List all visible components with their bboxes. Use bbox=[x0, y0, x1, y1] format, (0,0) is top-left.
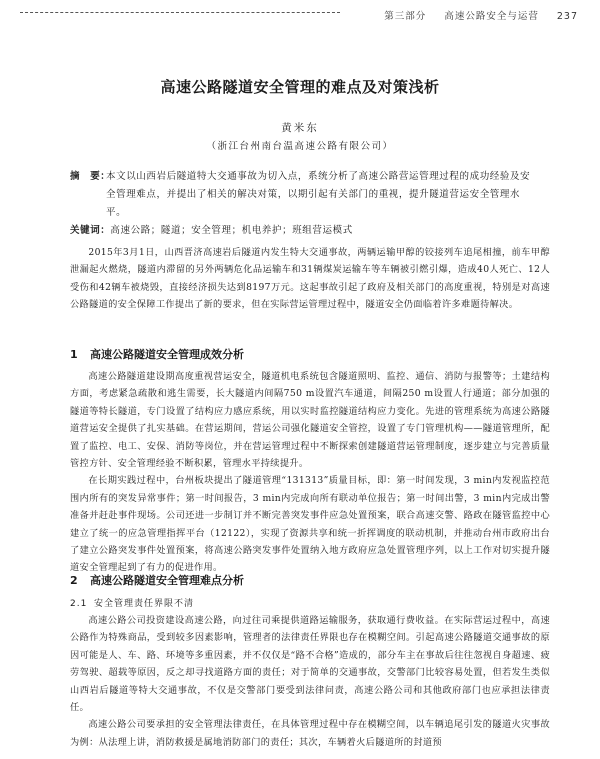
abstract-text: 本文以山西岩后隧道特大交通事故为切入点，系统分析了高速公路营运管理过程的成功经验及安全管理难点，并提出了相关的解决对策，以期引起有关部门的重视，提升隧道营运安全管理水平。 bbox=[106, 171, 531, 218]
section-2-1-paragraph-2: 高速公路公司要承担的安全管理法律责任，在具体管理过程中存在模糊空间，以车辆追尾引发的隧道火灾事故为例：从法理上讲，消防救援是属地消防部门的责任；其次，车辆着火后隧道所的封道预 bbox=[70, 719, 550, 748]
section-1-title: 高速公路隧道安全管理成效分析 bbox=[90, 348, 244, 361]
section-2-1-heading bbox=[70, 596, 194, 609]
article-affiliation: （浙江台州南台温高速公路有限公司） bbox=[206, 141, 394, 152]
header-rule bbox=[20, 12, 340, 13]
abstract-label: 摘 要： bbox=[70, 171, 111, 182]
section-2-number: 2 bbox=[70, 574, 78, 587]
running-head-section: 第三部分 bbox=[384, 11, 427, 22]
section-1-number: 1 bbox=[70, 348, 78, 361]
intro-paragraph: 2015年3月1日，山西晋济高速岩后隧道内发生特大交通事故，两辆运输甲醇的铰接列车追尾相撞，前车甲醇泄漏起火燃烧，隧道内滞留的另外两辆危化品运输车和31辆煤炭运输车等车辆被引燃引爆，造成40人死亡、12人受伤和42辆车被烧毁，直接经济损失达到8197万元。这起事故引起了政府及相关部门的高度重视，特别是对高速公路隧道的安全保障工作提出了新的要求，但在实际营运管理过程中，隧道安全仍面临着许多难题待解决。 bbox=[70, 247, 550, 311]
page-number: 237 bbox=[556, 11, 578, 22]
intro-block bbox=[70, 244, 550, 314]
section-1-block bbox=[70, 368, 550, 577]
article-title: 高速公路隧道安全管理的难点及对策浅析 bbox=[160, 78, 440, 96]
running-head-topic: 高速公路安全与运营 bbox=[444, 11, 539, 22]
section-2-heading bbox=[70, 572, 244, 588]
keywords-text: 高速公路；隧道；安全管理；机电养护；班组营运模式 bbox=[110, 225, 353, 236]
running-head bbox=[370, 8, 578, 22]
section-1-heading bbox=[70, 346, 244, 362]
keywords bbox=[70, 222, 540, 240]
section-1-paragraph-1: 高速公路隧道建设期高度重视营运安全，隧道机电系统包含隧道照明、监控、通信、消防与报警等；土建结构方面，考虑紧急疏散和逃生需要，长大隧道内间隔750 m设置汽车通道，间隔250 m设置人行通道；部分加强的隧道等特长隧道，专门设置了结构应力感应系统，用以实时监控隧道结构应力变化。先进的管理系统为高速公路隧道营运安全提供了扎实基础。在营运期间，营运公司强化隧道安全管控，设置了专门管理机构——隧道管理所，配置了监控、电工、安保、消防等岗位，并在营运管理过程中不断探索创建隧道营运管理制度，逐步建立与完善质量管控方针、安全管理经验不断积累，管理水平持续提升。 bbox=[70, 371, 550, 470]
section-2-1-block bbox=[70, 612, 550, 751]
keywords-label: 关键词： bbox=[70, 225, 111, 236]
section-2-1-title: 安全管理责任界限不清 bbox=[94, 599, 195, 609]
section-1-paragraph-2: 在长期实践过程中，台州板块提出了隧道管理“131313”质量目标，即：第一时间发现，3 min内发视监控范围内所有的突发异常事件；第一时间报告，3 min内完成向所有联动单位报告；第一时间出警，3 min内完成出警准备并赶赴事件现场。公司还进一步制订并不断完善突发事件应急处置预案，联合高速交警、路政在隧管监控中心建立了统一的应急管理指挥平台（12122），实现了资源共享和统一折挥调度的联动机制，并推动台州市政府出台了建立公路突发事件处置预案，将高速公路突发事件处置纳入地方政府应急处置管理序列，以上工作对切实提升隧道安全管理起到了有力的促进作用。 bbox=[70, 475, 550, 574]
abstract bbox=[70, 168, 540, 222]
section-2-1-number: 2.1 bbox=[70, 599, 88, 609]
article-author: 黄米东 bbox=[281, 122, 319, 134]
section-2-1-paragraph-1: 高速公路公司投资建设高速公路，向过往司乘提供道路运输服务，获取通行费收益。在实际营运过程中，高速公路作为特殊商品，受到较多因素影响，管理者的法律责任界限也存在模糊空间。引起高速公路隧道交通事故的原因可能是人、车、路、环境等多重因素，并不仅仅是“路不合格”造成的，部分车主在事故后往往忽视自身超速、疲劳驾驶、超载等原因，反之却寻找道路方面的责任；对于简单的交通事故，交警部门比较容易处置，但若发生类似山西岩后隧道等特大交通事故，不仅是交警部门要受到法律问责，高速公路公司和其他政府部门也应承担法律责任。 bbox=[70, 615, 550, 714]
section-2-title: 高速公路隧道安全管理难点分析 bbox=[90, 574, 244, 587]
